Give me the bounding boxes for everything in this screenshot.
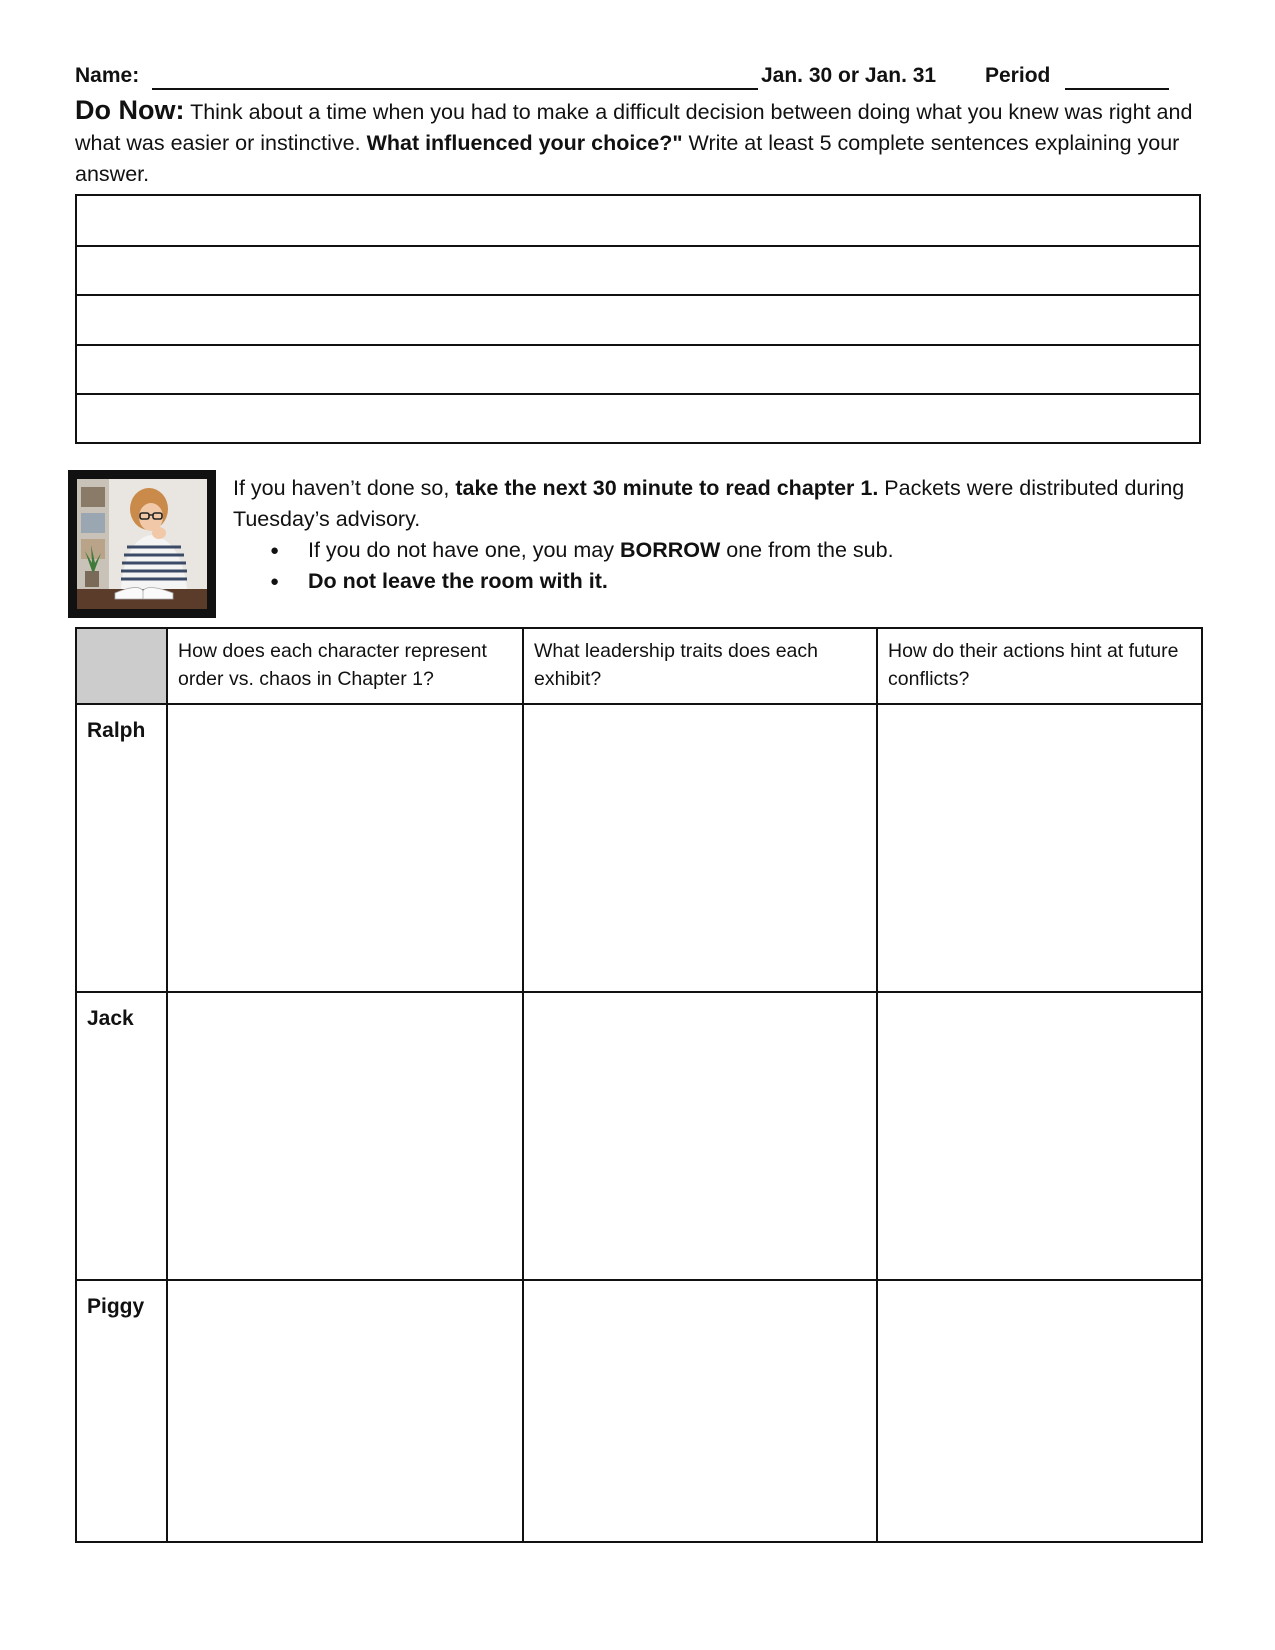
- ralph-order-chaos-cell[interactable]: [167, 704, 523, 992]
- do-now-text: Think about a time when you had to make a difficult decision between doing what you knew was right and what was easier or instinctive.: [75, 100, 1193, 155]
- ralph-leadership-cell[interactable]: [523, 704, 877, 992]
- ralph-conflicts-cell[interactable]: [877, 704, 1202, 992]
- chart-corner-cell: [76, 628, 167, 704]
- reading-intro-bold: take the next 30 minute to read chapter 1.: [455, 476, 879, 500]
- reading-instructions: [233, 473, 1193, 597]
- reading-intro: [233, 473, 1193, 535]
- chart-row-jack: [76, 992, 1202, 1280]
- chart-row-piggy: [76, 1280, 1202, 1542]
- do-now-instruction: Write at least 5 complete sentences explaining your answer.: [75, 131, 1180, 186]
- jack-leadership-cell[interactable]: [523, 992, 877, 1280]
- bullet-borrow-pre: If you do not have one, you may: [308, 538, 620, 562]
- reading-photo-frame: [68, 470, 216, 618]
- column-header-future-conflicts: How do their actions hint at future conflicts?: [877, 628, 1202, 704]
- period-label: Period: [985, 64, 1051, 87]
- reading-intro-rest: Packets were distributed during Tuesday’s advisory.: [233, 476, 1185, 531]
- answer-line-5[interactable]: [77, 393, 1199, 442]
- bullet-borrow: [308, 535, 1193, 566]
- chart-row-ralph: [76, 704, 1202, 992]
- column-header-order-vs-chaos: How does each character represent order vs. chaos in Chapter 1?: [167, 628, 523, 704]
- period-field[interactable]: [1065, 88, 1169, 90]
- answer-line-2[interactable]: [77, 245, 1199, 294]
- do-now-prompt: [75, 95, 1195, 190]
- bullet-borrow-post: one from the sub.: [720, 538, 894, 562]
- character-chart: [75, 627, 1203, 1543]
- name-label: Name:: [75, 64, 140, 87]
- name-field[interactable]: [152, 88, 758, 90]
- row-label-jack: Jack: [76, 992, 167, 1280]
- answer-line-4[interactable]: [77, 344, 1199, 393]
- row-label-piggy: Piggy: [76, 1280, 167, 1542]
- answer-line-1[interactable]: [77, 196, 1199, 245]
- bullet-do-not-leave: [308, 566, 1193, 597]
- chart-header-row: [76, 628, 1202, 704]
- date-text: Jan. 30 or Jan. 31: [761, 64, 937, 87]
- answer-box: [75, 194, 1201, 444]
- reading-bullets: [233, 535, 1193, 597]
- piggy-leadership-cell[interactable]: [523, 1280, 877, 1542]
- woman-reading-book-photo: [77, 479, 207, 609]
- bullet-borrow-bold: BORROW: [619, 538, 721, 562]
- do-now-question: What influenced your choice?": [366, 131, 683, 155]
- do-now-label: Do Now:: [75, 95, 185, 125]
- answer-line-3[interactable]: [77, 294, 1199, 343]
- header-line: [75, 64, 1169, 94]
- jack-order-chaos-cell[interactable]: [167, 992, 523, 1280]
- piggy-order-chaos-cell[interactable]: [167, 1280, 523, 1542]
- piggy-conflicts-cell[interactable]: [877, 1280, 1202, 1542]
- jack-conflicts-cell[interactable]: [877, 992, 1202, 1280]
- column-header-leadership-traits: What leadership traits does each exhibit?: [523, 628, 877, 704]
- row-label-ralph: Ralph: [76, 704, 167, 992]
- reading-intro-text: If you haven’t done so,: [233, 476, 456, 500]
- bullet-do-not-leave-text: Do not leave the room with it.: [308, 569, 608, 593]
